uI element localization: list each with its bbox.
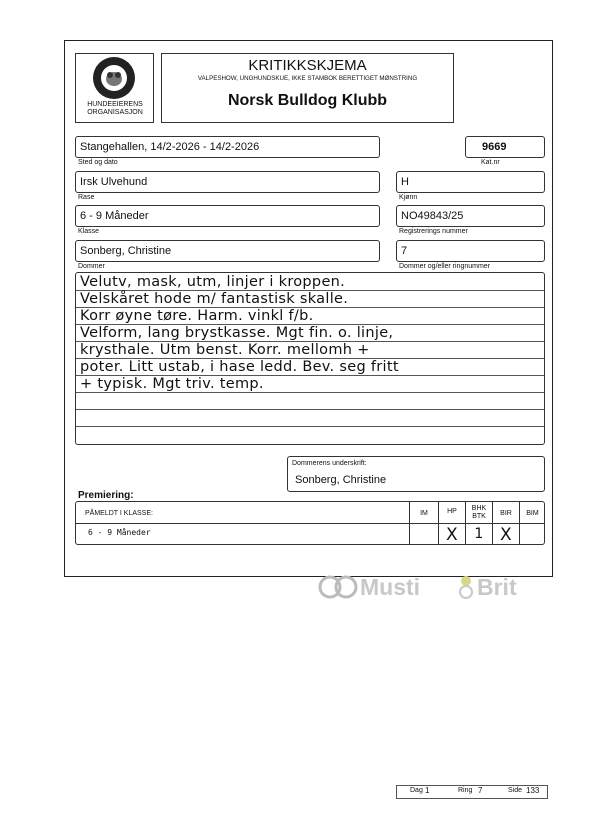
ring-value: 7	[478, 786, 483, 795]
col-bir: BIR	[500, 510, 512, 517]
breed-label: Rase	[78, 194, 95, 201]
col-hp: HP	[447, 508, 457, 515]
class-value: 6 - 9 Måneder	[80, 210, 149, 222]
logo-caption-2: ORGANISASJON	[87, 109, 143, 116]
sex-field	[396, 171, 545, 193]
reg-nr-label: Registrerings nummer	[399, 228, 468, 235]
brit-wordmark: Brit	[477, 574, 517, 600]
judge-label: Dommer	[78, 263, 105, 270]
critique-line: krysthale. Utm benst. Korr. mellomh +	[80, 342, 370, 358]
nkk-logo-icon	[88, 55, 140, 101]
col-divider	[409, 502, 410, 544]
logo-caption-1: HUNDEEIERENS	[87, 101, 143, 108]
dag-value: 1	[425, 786, 430, 795]
class-label: Klasse	[78, 228, 100, 235]
sex-label: Kjønn	[399, 194, 418, 201]
cat-nr-label: Kat.nr	[481, 159, 500, 166]
critique-line: Velutv, mask, utm, linjer i kroppen.	[80, 274, 346, 290]
side-value: 133	[526, 786, 540, 795]
musti-logo-icon	[318, 573, 360, 601]
judge-value: Sonberg, Christine	[80, 245, 172, 257]
form-subtitle: VALPESHOW, UNGHUNDSKUE, IKKE STAMBOK BERETTIGET MØNSTRING	[197, 75, 418, 82]
signature-value: Sonberg, Christine	[295, 474, 387, 486]
breed-value: Irsk Ulvehund	[80, 176, 148, 188]
dag-label: Dag	[410, 787, 423, 794]
ruled-line	[76, 392, 544, 393]
reg-nr-value: NO49843/25	[401, 210, 464, 222]
col-bim: BIM	[526, 510, 539, 517]
critique-line: poter. Litt ustab, i hase ledd. Bev. seg fritt	[80, 359, 399, 375]
cat-nr-value: 9669	[482, 141, 507, 153]
critique-line: Korr øyne tøre. Harm. vinkl f/b.	[80, 308, 314, 324]
mark-hp: X	[446, 525, 458, 545]
ring-label: Ring	[458, 787, 473, 794]
signature-label: Dommerens underskrift:	[292, 460, 367, 467]
mark-bhk-btk: 1	[474, 526, 484, 542]
form-title: KRITIKKSKJEMA	[248, 57, 367, 74]
side-label: Side	[508, 787, 523, 794]
table-divider	[76, 523, 544, 524]
mark-bir: X	[500, 525, 512, 545]
premiering-class-value: 6 - 9 Måneder	[88, 528, 151, 537]
musti-wordmark: Musti	[360, 574, 421, 600]
critique-line: Velskåret hode m/ fantastisk skalle.	[80, 291, 349, 307]
class-header: PÅMELDT I KLASSE:	[85, 510, 153, 517]
col-divider	[519, 502, 520, 544]
critique-line: + typisk. Mgt triv. temp.	[80, 376, 264, 392]
brit-logo-icon	[455, 574, 477, 600]
ruled-line	[76, 426, 544, 427]
ring-nr-value: 7	[401, 245, 408, 257]
place-date-value: Stangehallen, 14/2-2026 - 14/2-2026	[80, 141, 260, 153]
place-date-label: Sted og dato	[78, 159, 118, 166]
ruled-line	[76, 409, 544, 410]
premiering-title: Premiering:	[78, 490, 134, 501]
col-im: IM	[420, 510, 428, 517]
col-bhk-btk: BHK BTK	[471, 505, 487, 520]
sex-value: H	[401, 176, 409, 188]
ring-nr-field	[396, 240, 545, 262]
critique-line: Velform, lang brystkasse. Mgt fin. o. linje,	[80, 325, 394, 341]
ring-nr-label: Dommer og/eller ringnummer	[399, 263, 491, 270]
club-name: Norsk Bulldog Klubb	[227, 92, 388, 109]
